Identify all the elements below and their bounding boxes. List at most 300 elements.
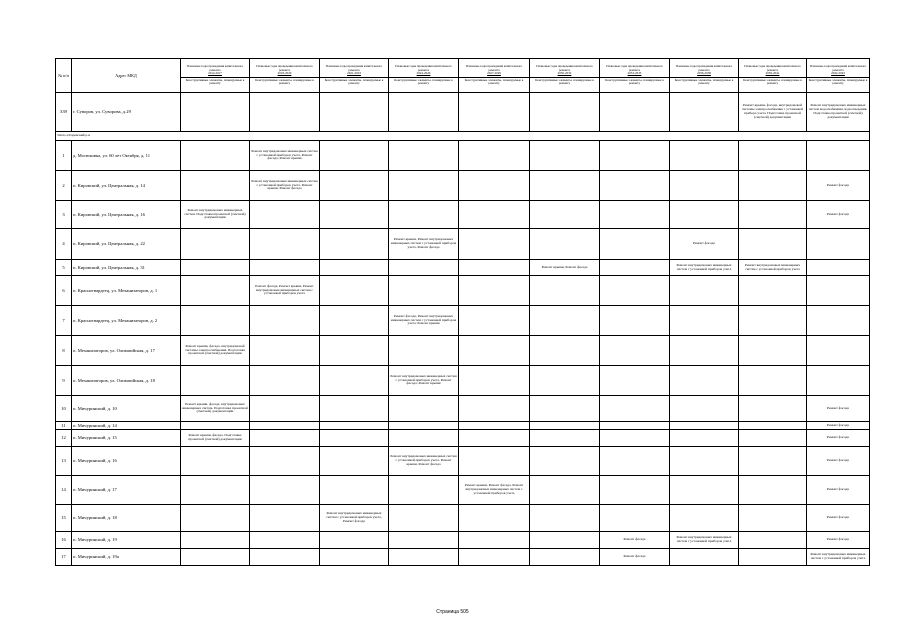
planned-work-cell	[389, 93, 459, 132]
row-number: 15	[56, 505, 72, 532]
planned-work-cell	[739, 447, 807, 476]
planned-work-cell	[670, 229, 739, 260]
row-number: 14	[56, 476, 72, 505]
planned-work-cell	[389, 430, 459, 447]
planned-work-cell	[670, 396, 739, 422]
planned-work-text: Ремонт внутридомовых инженерных систем с установкой приборов учета	[744, 262, 801, 271]
planned-work-text: Ремонт фасада	[826, 405, 849, 410]
planned-work-text: Ремонт внутридомовых инженерных систем с установкой приборов учета, Ремонт фасада, Ремонт крыши	[390, 373, 457, 386]
planned-work-cell	[530, 366, 600, 396]
planned-work-cell	[459, 306, 530, 336]
planned-work-cell	[739, 422, 807, 430]
table-row	[56, 422, 870, 430]
planned-work-cell	[320, 201, 389, 229]
row-number: 4	[56, 229, 72, 260]
period-title: Плановые годы проведения капитального ремонта	[809, 64, 867, 72]
planned-work-cell	[320, 422, 389, 430]
period-column-header	[807, 59, 870, 93]
planned-work-text: Ремонт крыши, Ремонт фасада, Ремонт внутридомовых инженерных систем с установкой приборов учета	[464, 483, 524, 495]
planned-work-cell	[739, 306, 807, 336]
planned-work-cell	[389, 171, 459, 201]
row-address: п. Красногвардеец, ул. Механизаторов, д. 1	[72, 276, 181, 306]
table-row	[56, 476, 870, 505]
planned-work-cell	[530, 447, 600, 476]
planned-work-cell	[389, 306, 459, 336]
planned-work-cell	[530, 141, 600, 171]
planned-work-cell	[530, 422, 600, 430]
period-subheader: Конструктивные элементы, планируемые к ремонту	[530, 77, 599, 86]
planned-work-cell	[670, 366, 739, 396]
row-address: г. Суворов, ул. Суворова, д.29	[72, 93, 181, 132]
period-years: 2024-2026	[416, 71, 431, 76]
planned-work-cell	[600, 476, 670, 505]
planned-work-cell	[389, 201, 459, 229]
period-title: Плановые годы проведения капитального ремонта	[325, 64, 383, 72]
planned-work-cell	[600, 430, 670, 447]
planned-work-text: Ремонт фасада	[826, 422, 849, 427]
planned-work-cell	[181, 532, 250, 549]
planned-work-cell	[250, 505, 320, 532]
period-years: 2033-2035	[627, 71, 642, 76]
period-years: 2036-2038	[697, 71, 711, 76]
period-subheader: Конструктивные элементы, планируемые к ремонту	[808, 77, 868, 86]
planned-work-cell	[459, 260, 530, 276]
planned-work-text: Ремонт фасада	[826, 487, 849, 492]
period-subheader: Конструктивные элементы, планируемые к ремонту	[250, 77, 319, 86]
planned-work-text: Ремонт внутридомовых инженерных систем водоснабжения, водоотведения. Подготовка проектной (сметной) документации	[808, 103, 868, 119]
planned-work-cell	[181, 93, 250, 132]
planned-work-cell	[739, 171, 807, 201]
planned-work-text: Ремонт фасада	[623, 537, 646, 542]
planned-work-cell	[739, 201, 807, 229]
row-address: п. Мичуринский, д. 17	[72, 476, 181, 505]
planned-work-cell	[739, 260, 807, 276]
row-address: п. Кировский, ул. Центральная, д. 16	[72, 201, 181, 229]
planned-work-cell	[459, 171, 530, 201]
period-column-header	[670, 59, 739, 93]
period-title: Плановые годы проведения капитального ремонта	[186, 64, 244, 72]
planned-work-text: Ремонт фасада	[826, 211, 849, 216]
planned-work-cell	[181, 201, 250, 229]
period-years: 2042-2043	[831, 71, 845, 76]
planned-work-cell	[807, 476, 870, 505]
planned-work-cell	[670, 447, 739, 476]
row-number: 13	[56, 447, 72, 476]
period-column-header	[530, 59, 600, 93]
planned-work-cell	[530, 229, 600, 260]
row-number: 10	[56, 396, 72, 422]
period-subheader: Конструктивные элементы, планируемые к ремонту	[739, 77, 806, 86]
planned-work-cell	[807, 93, 870, 132]
row-address: д. Мосюковка, ул. 60 лет Октября, д. 11	[72, 141, 181, 171]
planned-work-cell	[807, 430, 870, 447]
planned-work-cell	[459, 336, 530, 366]
planned-work-text: Ремонт внутридомовых инженерных систем. Подготовка проектной (сметной) документации	[184, 207, 246, 220]
planned-work-cell	[389, 532, 459, 549]
planned-work-text: Ремонт фасада	[692, 241, 715, 246]
period-subheader: Конструктивные элементы, планируемые к ремонту	[320, 77, 388, 86]
planned-work-cell	[250, 201, 320, 229]
planned-work-cell	[181, 366, 250, 396]
planned-work-cell	[739, 366, 807, 396]
period-column-header	[181, 59, 250, 93]
planned-work-text: Ремонт фасада	[826, 515, 849, 520]
row-number: 8	[56, 336, 72, 366]
planned-work-cell	[250, 336, 320, 366]
row-number: 5	[56, 260, 72, 276]
planned-work-cell	[320, 532, 389, 549]
period-column-header	[250, 59, 320, 93]
planned-work-cell	[320, 306, 389, 336]
planned-work-cell	[459, 430, 530, 447]
planned-work-cell	[389, 396, 459, 422]
planned-work-cell	[181, 396, 250, 422]
planned-work-cell	[389, 276, 459, 306]
planned-work-cell	[807, 447, 870, 476]
planned-work-cell	[807, 201, 870, 229]
period-title: Плановые годы проведения капитального ремонта	[395, 64, 452, 72]
planned-work-cell	[739, 505, 807, 532]
row-number: 3	[56, 201, 72, 229]
period-column-header	[459, 59, 530, 93]
planned-work-cell	[250, 476, 320, 505]
planned-work-cell	[320, 447, 389, 476]
row-address: п. Мичуринский, д. 18	[72, 505, 181, 532]
row-number: 2	[56, 171, 72, 201]
planned-work-cell	[530, 430, 600, 447]
planned-work-cell	[181, 260, 250, 276]
planned-work-cell	[389, 505, 459, 532]
planned-work-text: Ремонт крыши, Ремонт внутридомовых инженерных систем с установкой приборов учета, Ремонт фасада	[390, 237, 457, 249]
planned-work-cell	[320, 260, 389, 276]
table-row	[56, 336, 870, 366]
planned-work-cell	[320, 396, 389, 422]
table-row	[56, 276, 870, 306]
table-header-row	[56, 59, 870, 93]
planned-work-cell	[459, 396, 530, 422]
planned-work-cell	[807, 260, 870, 276]
period-column-header	[600, 59, 670, 93]
planned-work-cell	[389, 447, 459, 476]
planned-work-text: Ремонт фасада	[623, 554, 646, 559]
planned-work-cell	[530, 260, 600, 276]
planned-work-cell	[807, 229, 870, 260]
planned-work-text: Ремонт крыши, фасада, внутридомовых инженерных систем. Подготовка проектной (сметной) документации	[182, 401, 248, 414]
planned-work-text: Ремонт внутридомовых инженерных систем с установкой приборов учета	[676, 535, 732, 543]
period-column-header	[389, 59, 459, 93]
row-address: п. Мичуринский, д. 16	[72, 447, 181, 476]
planned-work-cell	[807, 336, 870, 366]
planned-work-cell	[670, 422, 739, 430]
planned-work-cell	[600, 532, 670, 549]
planned-work-cell	[530, 549, 600, 566]
planned-work-cell	[389, 422, 459, 430]
planned-work-cell	[670, 93, 739, 132]
period-title: Плановые годы проведения капитального ремонта	[675, 64, 733, 72]
row-number: 6	[56, 276, 72, 306]
planned-work-cell	[530, 201, 600, 229]
table-row	[56, 260, 870, 276]
planned-work-cell	[320, 476, 389, 505]
planned-work-cell	[807, 422, 870, 430]
planned-work-cell	[600, 276, 670, 306]
planned-work-cell	[600, 505, 670, 532]
planned-work-cell	[459, 276, 530, 306]
period-column-header	[739, 59, 807, 93]
planned-work-cell	[670, 549, 739, 566]
planned-work-cell	[530, 505, 600, 532]
table-row	[56, 201, 870, 229]
planned-work-cell	[250, 447, 320, 476]
planned-work-cell	[670, 505, 739, 532]
planned-work-cell	[181, 549, 250, 566]
planned-work-cell	[670, 476, 739, 505]
planned-work-cell	[320, 93, 389, 132]
planned-work-cell	[530, 306, 600, 336]
planned-work-cell	[389, 549, 459, 566]
planned-work-cell	[670, 430, 739, 447]
planned-work-cell	[320, 366, 389, 396]
planned-work-cell	[530, 336, 600, 366]
planned-work-cell	[250, 422, 320, 430]
table-row	[56, 229, 870, 260]
table-row	[56, 366, 870, 396]
planned-work-cell	[320, 430, 389, 447]
period-years: 2030-2032	[557, 71, 572, 76]
table-row	[56, 447, 870, 476]
planned-work-cell	[600, 366, 670, 396]
planned-work-cell	[739, 476, 807, 505]
district-title: Тепло-Огаревский р-н	[56, 132, 870, 141]
planned-work-cell	[250, 430, 320, 447]
table-row	[56, 532, 870, 549]
planned-work-cell	[181, 422, 250, 430]
planned-work-cell	[670, 201, 739, 229]
row-number: 11	[56, 422, 72, 430]
table-row	[56, 93, 870, 132]
planned-work-cell	[459, 141, 530, 171]
period-column-header	[320, 59, 389, 93]
planned-work-cell	[600, 306, 670, 336]
row-number: 339	[56, 93, 72, 132]
planned-work-cell	[389, 229, 459, 260]
planned-work-cell	[250, 396, 320, 422]
planned-work-cell	[670, 260, 739, 276]
planned-work-cell	[600, 336, 670, 366]
planned-work-cell	[250, 276, 320, 306]
planned-work-text: Ремонт внутридомовых инженерных систем с установкой приборов учета	[676, 262, 732, 271]
planned-work-cell	[807, 141, 870, 171]
planned-work-cell	[600, 93, 670, 132]
planned-work-cell	[250, 532, 320, 549]
row-address: п. Мичуринский, д. 15	[72, 430, 181, 447]
planned-work-cell	[600, 396, 670, 422]
planned-work-cell	[530, 93, 600, 132]
planned-work-cell	[459, 229, 530, 260]
planned-work-text: Ремонт крыши, фасада, внутридомовой системы электроснабжения с установкой прибора учета. Подготовка проектной (сметной) документации	[741, 103, 804, 119]
planned-work-cell	[739, 93, 807, 132]
row-address: п. Красногвардеец, ул. Механизаторов, д. 2	[72, 306, 181, 336]
planned-work-cell	[389, 336, 459, 366]
planned-work-cell	[807, 505, 870, 532]
planned-work-cell	[320, 171, 389, 201]
planned-work-text: Ремонт фасада	[826, 435, 849, 440]
planned-work-cell	[250, 366, 320, 396]
planned-work-cell	[807, 532, 870, 549]
planned-work-text: Ремонт внутридомовых инженерных систем с установкой приборов учета, Ремонт фасада	[326, 511, 382, 523]
planned-work-cell	[670, 532, 739, 549]
planned-work-cell	[530, 171, 600, 201]
table-row	[56, 141, 870, 171]
planned-work-cell	[320, 505, 389, 532]
planned-work-cell	[600, 229, 670, 260]
planned-work-cell	[807, 549, 870, 566]
planned-work-cell	[250, 93, 320, 132]
planned-work-cell	[389, 260, 459, 276]
planned-work-text: Ремонт крыши, Ремонт фасада	[541, 264, 588, 269]
planned-work-cell	[530, 476, 600, 505]
planned-work-cell	[739, 276, 807, 306]
planned-work-cell	[670, 306, 739, 336]
period-subheader: Конструктивные элементы, планируемые к ремонту	[670, 77, 738, 86]
planned-work-cell	[181, 476, 250, 505]
table-row	[56, 171, 870, 201]
planned-work-text: Ремонт фасада, Ремонт крыши, Ремонт внутридомовых инженерных систем с установкой приборов учета	[255, 283, 314, 296]
planned-work-cell	[250, 229, 320, 260]
planned-work-cell	[739, 532, 807, 549]
period-title: Плановые годы проведения капитального ремонта	[256, 64, 313, 72]
planned-work-cell	[530, 532, 600, 549]
planned-work-cell	[250, 141, 320, 171]
planned-work-cell	[807, 366, 870, 396]
planned-work-cell	[670, 276, 739, 306]
row-address: п. Механизаторов, ул. Олимпийская, д. 18	[72, 366, 181, 396]
planned-work-cell	[459, 549, 530, 566]
planned-work-cell	[250, 260, 320, 276]
planned-work-text: Ремонт фасада	[826, 182, 849, 187]
num-column-header: № п/п	[56, 59, 72, 93]
period-title: Плановые годы проведения капитального ремонта	[536, 64, 593, 72]
planned-work-cell	[320, 276, 389, 306]
row-address: п. Кировский, ул. Центральная, д. 22	[72, 229, 181, 260]
planned-work-cell	[670, 171, 739, 201]
period-title: Плановые годы проведения капитального ремонта	[606, 64, 663, 72]
row-address: п. Мичуринский, д. 19	[72, 532, 181, 549]
planned-work-cell	[181, 276, 250, 306]
row-number: 17	[56, 549, 72, 566]
planned-work-text: Ремонт фасада	[826, 458, 849, 463]
capital-repair-schedule-table	[55, 58, 870, 566]
planned-work-cell	[459, 201, 530, 229]
table-row	[56, 306, 870, 336]
planned-work-cell	[320, 141, 389, 171]
planned-work-cell	[807, 396, 870, 422]
planned-work-cell	[739, 229, 807, 260]
planned-work-cell	[739, 141, 807, 171]
row-address: п. Кировский, ул. Центральная, д. 31	[72, 260, 181, 276]
address-column-header: Адрес МКД	[72, 59, 181, 93]
planned-work-cell	[739, 336, 807, 366]
planned-work-text: Ремонт фасада	[826, 537, 849, 542]
planned-work-cell	[320, 549, 389, 566]
row-number: 16	[56, 532, 72, 549]
period-subheader: Конструктивные элементы, планируемые к ремонту	[389, 77, 458, 86]
row-number: 9	[56, 366, 72, 396]
page-number: Страница 505	[436, 609, 469, 615]
planned-work-cell	[181, 505, 250, 532]
planned-work-cell	[389, 141, 459, 171]
planned-work-cell	[250, 306, 320, 336]
planned-work-cell	[181, 229, 250, 260]
planned-work-cell	[389, 366, 459, 396]
planned-work-cell	[670, 141, 739, 171]
period-years: 2039-2041	[765, 71, 780, 76]
planned-work-cell	[739, 430, 807, 447]
planned-work-cell	[600, 447, 670, 476]
planned-work-cell	[250, 171, 320, 201]
planned-work-cell	[530, 396, 600, 422]
period-years: 2021-2023	[347, 71, 361, 76]
planned-work-text: Ремонт внутридомовых инженерных систем с установкой приборов учета, Ремонт крыши, Ремонт фасада	[390, 454, 457, 466]
planned-work-text: Ремонт крыши, фасада, внутридомовой системы электроснабжения. Подготовка проектной (сметной) документации	[185, 343, 245, 356]
planned-work-cell	[530, 276, 600, 306]
planned-work-text: Ремонт внутридомовых инженерных систем с установкой приборов учета	[810, 552, 866, 560]
planned-work-text: Ремонт внутридомовых инженерных систем с установкой приборов учета, Ремонт фасада, Ремонт крыши	[251, 148, 318, 161]
period-title: Плановые годы проведения капитального ремонта	[465, 64, 523, 72]
row-address: п. Механизаторов, ул. Олимпийская, д. 17	[72, 336, 181, 366]
planned-work-cell	[739, 396, 807, 422]
table-row	[56, 549, 870, 566]
period-years: 2027-2029	[487, 71, 501, 76]
period-subheader: Конструктивные элементы, планируемые к ремонту	[600, 77, 669, 86]
period-subheader: Конструктивные элементы, планируемые к ремонту	[181, 77, 249, 86]
row-address: п. Мичуринский, д. 14	[72, 422, 181, 430]
planned-work-cell	[600, 171, 670, 201]
table-row	[56, 430, 870, 447]
planned-work-cell	[389, 476, 459, 505]
period-years: 2014-2017	[208, 71, 222, 76]
row-address: п. Кировский, ул. Центральная, д. 14	[72, 171, 181, 201]
planned-work-cell	[459, 366, 530, 396]
table-row	[56, 505, 870, 532]
planned-work-text: Ремонт фасада, Ремонт внутридомовых инженерных систем с установкой приборов учета, Ремонт крыши	[390, 313, 457, 326]
planned-work-cell	[600, 260, 670, 276]
row-address: п. Мичуринский, д. 10	[72, 396, 181, 422]
planned-work-cell	[807, 306, 870, 336]
planned-work-text: Ремонт внутридомовых инженерных систем с установкой приборов учета, Ремонт крыши, Ремонт фасада	[251, 178, 318, 191]
planned-work-cell	[181, 336, 250, 366]
planned-work-cell	[459, 93, 530, 132]
planned-work-cell	[181, 141, 250, 171]
planned-work-cell	[600, 549, 670, 566]
planned-work-cell	[600, 422, 670, 430]
planned-work-cell	[459, 505, 530, 532]
planned-work-cell	[600, 141, 670, 171]
planned-work-cell	[181, 430, 250, 447]
planned-work-cell	[181, 306, 250, 336]
planned-work-cell	[250, 549, 320, 566]
planned-work-text: Ремонт крыши, фасада. Подготовка проектной (сметной) документации	[188, 433, 242, 441]
row-number: 7	[56, 306, 72, 336]
table-row	[56, 396, 870, 422]
period-title: Плановые годы проведения капитального ремонта	[744, 64, 801, 72]
row-address: п. Мичуринский, д. 19а	[72, 549, 181, 566]
planned-work-cell	[600, 201, 670, 229]
planned-work-cell	[459, 447, 530, 476]
period-subheader: Конструктивные элементы, планируемые к ремонту	[459, 77, 529, 86]
planned-work-cell	[459, 532, 530, 549]
row-number: 12	[56, 430, 72, 447]
